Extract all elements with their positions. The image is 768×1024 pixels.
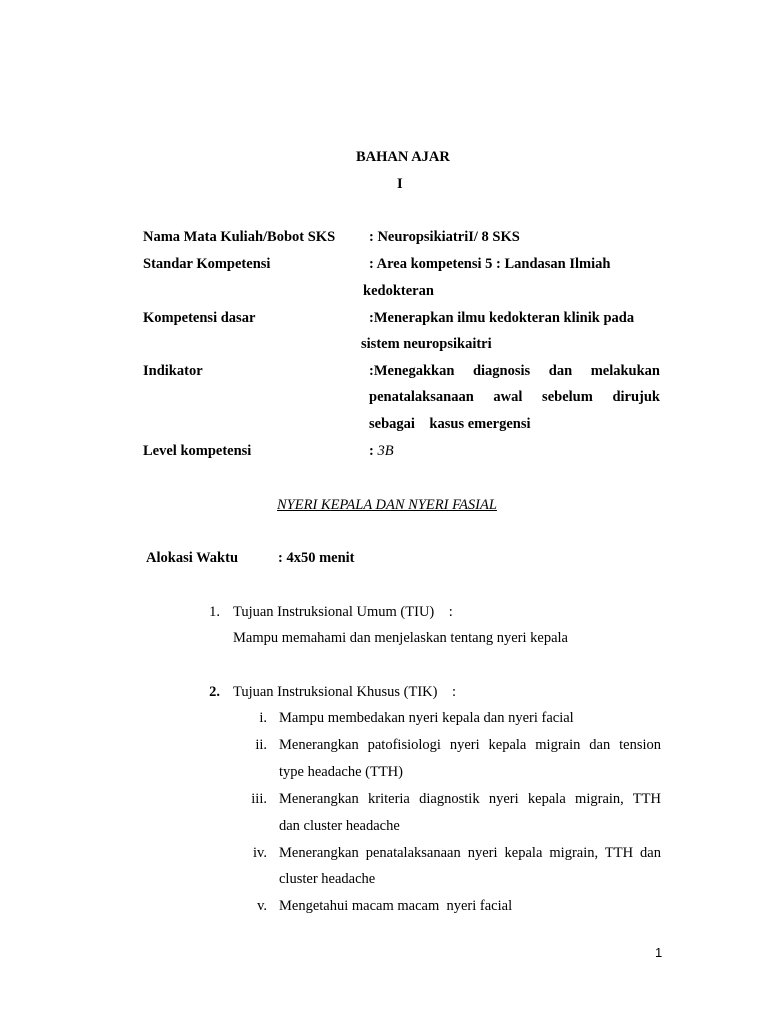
indicator-value-line2: penatalaksanaan awal sebelum dirujuk — [369, 389, 660, 405]
tiu-number: 1. — [209, 604, 220, 620]
tik-item-text: Menerangkan penatalaksanaan nyeri kepala migrain, TTH dan — [279, 845, 661, 861]
basic-competence-label: Kompetensi dasar — [143, 310, 256, 326]
tik-item-text: Mengetahui macam macam nyeri facial — [279, 898, 513, 914]
level-value — [369, 444, 394, 459]
standard-value-line1: : Area kompetensi 5 : Landasan Ilmiah — [369, 256, 611, 272]
tik-item-text: Menerangkan kriteria diagnostik nyeri kepala migrain, TTH — [279, 791, 661, 807]
document-title: BAHAN AJAR — [356, 149, 450, 165]
tiu-heading: Tujuan Instruksional Umum (TIU) : — [233, 604, 453, 620]
level-label: Level kompetensi — [143, 443, 252, 459]
tik-item-number: v. — [257, 898, 267, 914]
document-number: I — [397, 176, 403, 192]
time-allocation-label: Alokasi Waktu — [146, 550, 239, 566]
basic-competence-value-line2: sistem neuropsikaitri — [361, 336, 492, 352]
level-value-text: 3B — [377, 443, 394, 459]
indicator-label: Indikator — [143, 363, 203, 379]
course-value: : NeuropsikiatriI/ 8 SKS — [369, 229, 520, 245]
topic-heading: NYERI KEPALA DAN NYERI FASIAL — [277, 497, 497, 513]
tik-item-number: iii. — [251, 791, 267, 807]
tik-number: 2. — [209, 684, 220, 700]
level-colon: : — [369, 443, 374, 459]
tik-item-text-cont: dan cluster headache — [279, 818, 400, 834]
basic-competence-value-line1: :Menerapkan ilmu kedokteran klinik pada — [369, 310, 635, 326]
standard-value-line2: kedokteran — [363, 283, 434, 299]
tik-item-number: ii. — [255, 737, 267, 753]
standard-label: Standar Kompetensi — [143, 256, 271, 272]
tik-item-number: iv. — [253, 845, 267, 861]
tik-heading: Tujuan Instruksional Khusus (TIK) : — [233, 684, 457, 700]
time-allocation-value: : 4x50 menit — [278, 550, 355, 566]
indicator-value-line1: :Menegakkan diagnosis dan melakukan — [369, 363, 660, 379]
tik-item-number: i. — [259, 710, 267, 726]
tik-item-text-cont: cluster headache — [279, 871, 376, 887]
tiu-text: Mampu memahami dan menjelaskan tentang nyeri kepala — [233, 630, 568, 646]
course-label: Nama Mata Kuliah/Bobot SKS — [143, 229, 336, 245]
tik-item-text-cont: type headache (TTH) — [279, 764, 403, 780]
tik-item-text: Menerangkan patofisiologi nyeri kepala migrain dan tension — [279, 737, 661, 753]
indicator-value-line3: sebagai kasus emergensi — [369, 416, 531, 432]
page-number: 1 — [655, 945, 663, 960]
tik-item-text: Mampu membedakan nyeri kepala dan nyeri facial — [279, 710, 574, 726]
